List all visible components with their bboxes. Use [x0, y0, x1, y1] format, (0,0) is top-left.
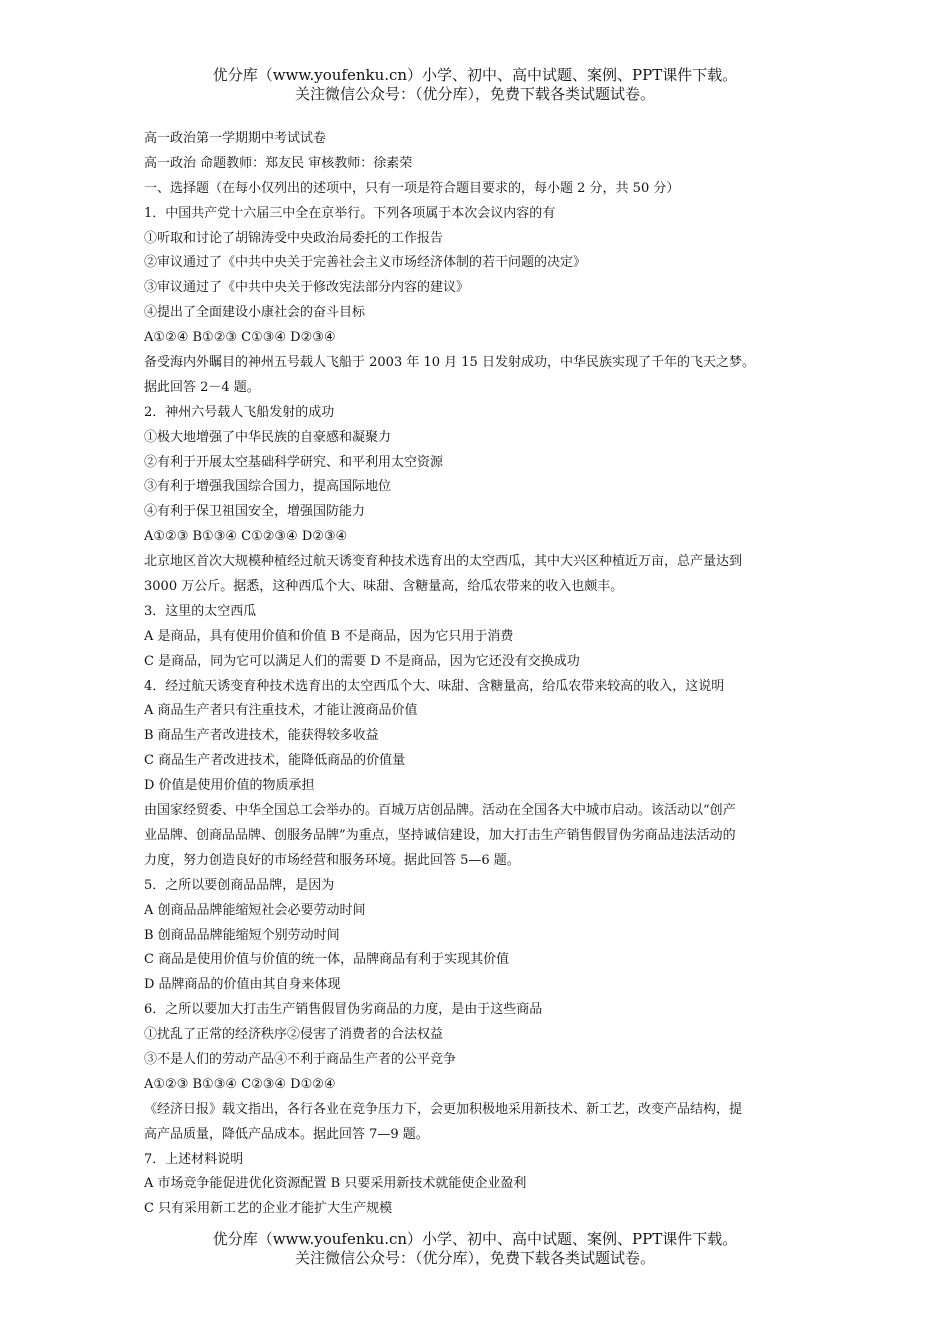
passage-3-line-1: 北京地区首次大规模种植经过航天诱变育种技术选育出的太空西瓜，其中大兴区种植近万亩，总产量达到: [144, 554, 743, 570]
q2-item-1: ①极大地增强了中华民族的自豪感和凝聚力: [144, 429, 392, 445]
document-body: [144, 127, 814, 1222]
q6-items-3-4: ③不是人们的劳动产品④不利于商品生产者的公平竞争: [144, 1051, 457, 1067]
passage-5-line-3: 力度，努力创造良好的市场经营和服务环境。据此回答 5—6 题。: [144, 852, 520, 868]
author-line: 高一政治 命题教师：郑友民 审核教师：徐素荣: [144, 155, 413, 171]
question-5: 5．之所以要创商品品牌，是因为: [144, 877, 335, 893]
q4-option-b: B 商品生产者改进技术，能获得较多收益: [144, 728, 379, 744]
q4-option-c: C 商品生产者改进技术，能降低商品的价值量: [144, 753, 406, 769]
q5-option-c: C 商品是使用价值与价值的统一体，品牌商品有利于实现其价值: [144, 952, 510, 968]
question-3: 3．这里的太空西瓜: [144, 603, 257, 619]
header-line-1: 优分库（www.youfenku.cn）小学、初中、高中试题、案例、PPT课件下载。: [212, 66, 738, 84]
footer-line-1: 优分库（www.youfenku.cn）小学、初中、高中试题、案例、PPT课件下载。: [212, 1230, 738, 1248]
passage-5-line-2: 业品牌、创商品品牌、创服务品牌”为重点，坚持诚信建设，加大打击生产销售假冒伪劣商品违法活动的: [144, 827, 736, 843]
q6-options: A①②③ B①③④ C②③④ D①②④: [144, 1076, 336, 1092]
q5-option-b: B 创商品品牌能缩短个别劳动时间: [144, 927, 340, 943]
q6-items-1-2: ①扰乱了正常的经济秩序②侵害了消费者的合法权益: [144, 1027, 444, 1043]
q5-option-d: D 品牌商品的价值由其自身来体现: [144, 977, 341, 993]
q5-option-a: A 创商品品牌能缩短社会必要劳动时间: [144, 902, 366, 918]
question-2: 2．神州六号载人飞船发射的成功: [144, 404, 335, 420]
q2-item-4: ④有利于保卫祖国安全，增强国防能力: [144, 504, 366, 520]
passage-2-line-1: 备受海内外瞩目的神州五号载人飞船于 2003 年 10 月 15 日发射成功，中华民族实现了千年的飞天之梦。: [144, 355, 755, 371]
header-banner: [0, 66, 950, 104]
q1-item-2: ②审议通过了《中共中央关于完善社会主义市场经济体制的若干问题的决定》: [144, 255, 587, 271]
header-line-2: 关注微信公众号：（优分库），免费下载各类试题试卷。: [294, 85, 655, 103]
question-1: 1．中国共产党十六届三中全在京举行。下列各项属于本次会议内容的有: [144, 205, 556, 221]
q1-options: A①②④ B①②③ C①③④ D②③④: [144, 330, 336, 346]
q2-item-2: ②有利于开展太空基础科学研究、和平利用太空资源: [144, 454, 444, 470]
q3-options-cd: C 是商品，同为它可以满足人们的需要 D 不是商品，因为它还没有交换成功: [144, 653, 580, 669]
q1-item-3: ③审议通过了《中共中央关于修改宪法部分内容的建议》: [144, 280, 470, 296]
q2-options: A①②③ B①③④ C①②③④ D②③④: [144, 529, 348, 545]
passage-5-line-1: 由国家经贸委、中华全国总工会举办的。百城万店创品牌。活动在全国各大中城市启动。该活动以“创产: [144, 803, 736, 819]
q4-option-d: D 价值是使用价值的物质承担: [144, 778, 315, 794]
q1-item-4: ④提出了全面建设小康社会的奋斗目标: [144, 305, 366, 321]
passage-2-line-2: 据此回答 2－4 题。: [144, 379, 260, 395]
passage-7-line-2: 高产品质量，降低产品成本。据此回答 7—9 题。: [144, 1126, 429, 1142]
section-heading: 一、选择题（在每小仅列出的述项中，只有一项是符合题目要求的，每小题 2 分，共 50 分）: [144, 180, 680, 196]
q3-options-ab: A 是商品，具有使用价值和价值 B 不是商品，因为它只用于消费: [144, 628, 514, 644]
q1-item-1: ①听取和讨论了胡锦涛受中央政治局委托的工作报告: [144, 230, 444, 246]
footer-banner: [0, 1230, 950, 1268]
q2-item-3: ③有利于增强我国综合国力，提高国际地位: [144, 479, 392, 495]
q7-options-ab: A 市场竞争能促进优化资源配置 B 只要采用新技术就能使企业盈利: [144, 1176, 527, 1192]
question-7: 7．上述材料说明: [144, 1151, 244, 1167]
footer-line-2: 关注微信公众号：（优分库），免费下载各类试题试卷。: [294, 1249, 655, 1267]
question-6: 6．之所以要加大打击生产销售假冒伪劣商品的力度，是由于这些商品: [144, 1002, 543, 1018]
question-4: 4．经过航天诱变育种技术选育出的太空西瓜个大、味甜、含糖量高，给瓜农带来较高的收入，这说明: [144, 678, 725, 694]
q4-option-a: A 商品生产者只有注重技术，才能让渡商品价值: [144, 703, 418, 719]
q7-option-c: C 只有采用新工艺的企业才能扩大生产规模: [144, 1201, 393, 1217]
passage-7-line-1: 《经济日报》载文指出，各行各业在竞争压力下，会更加积极地采用新技术、新工艺，改变产品结构，提: [144, 1101, 743, 1117]
passage-3-line-2: 3000 万公斤。据悉，这种西瓜个大、味甜、含糖量高，给瓜农带来的收入也颇丰。: [144, 579, 624, 595]
document-title: 高一政治第一学期期中考试试卷: [144, 131, 327, 146]
